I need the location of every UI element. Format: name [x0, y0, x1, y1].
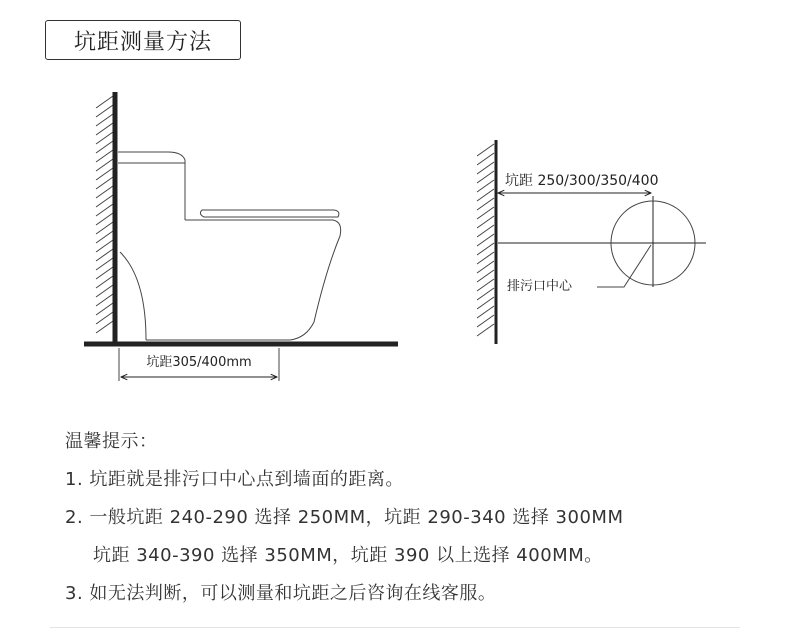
- section-title: 坑距测量方法: [45, 20, 241, 60]
- tip-item-2-continued: 坑距 340-390 选择 350MM，坑距 390 以上选择 400MM。: [93, 545, 603, 566]
- toilet-outline: [118, 152, 341, 340]
- tip-item-3: 3. 如无法判断，可以测量和坑距之后咨询在线客服。: [65, 583, 497, 604]
- bottom-divider: [50, 627, 740, 628]
- center-label: 排污口中心: [507, 279, 573, 294]
- left-wall-hatch: [96, 96, 113, 333]
- tip-item-2: 2. 一般坑距 240-290 选择 250MM，坑距 290-340 选择 300MM: [65, 507, 624, 528]
- left-dimension-label: 坑距305/400mm: [146, 355, 252, 370]
- right-wall-hatch: [477, 144, 494, 336]
- tips-section: [65, 423, 623, 613]
- center-leader-line: [597, 245, 651, 287]
- right-dimension-label: 坑距 250/300/350/400: [505, 173, 659, 189]
- tips-heading: 温馨提示：: [65, 431, 158, 452]
- tip-item-1: 1. 坑距就是排污口中心点到墙面的距离。: [65, 469, 404, 490]
